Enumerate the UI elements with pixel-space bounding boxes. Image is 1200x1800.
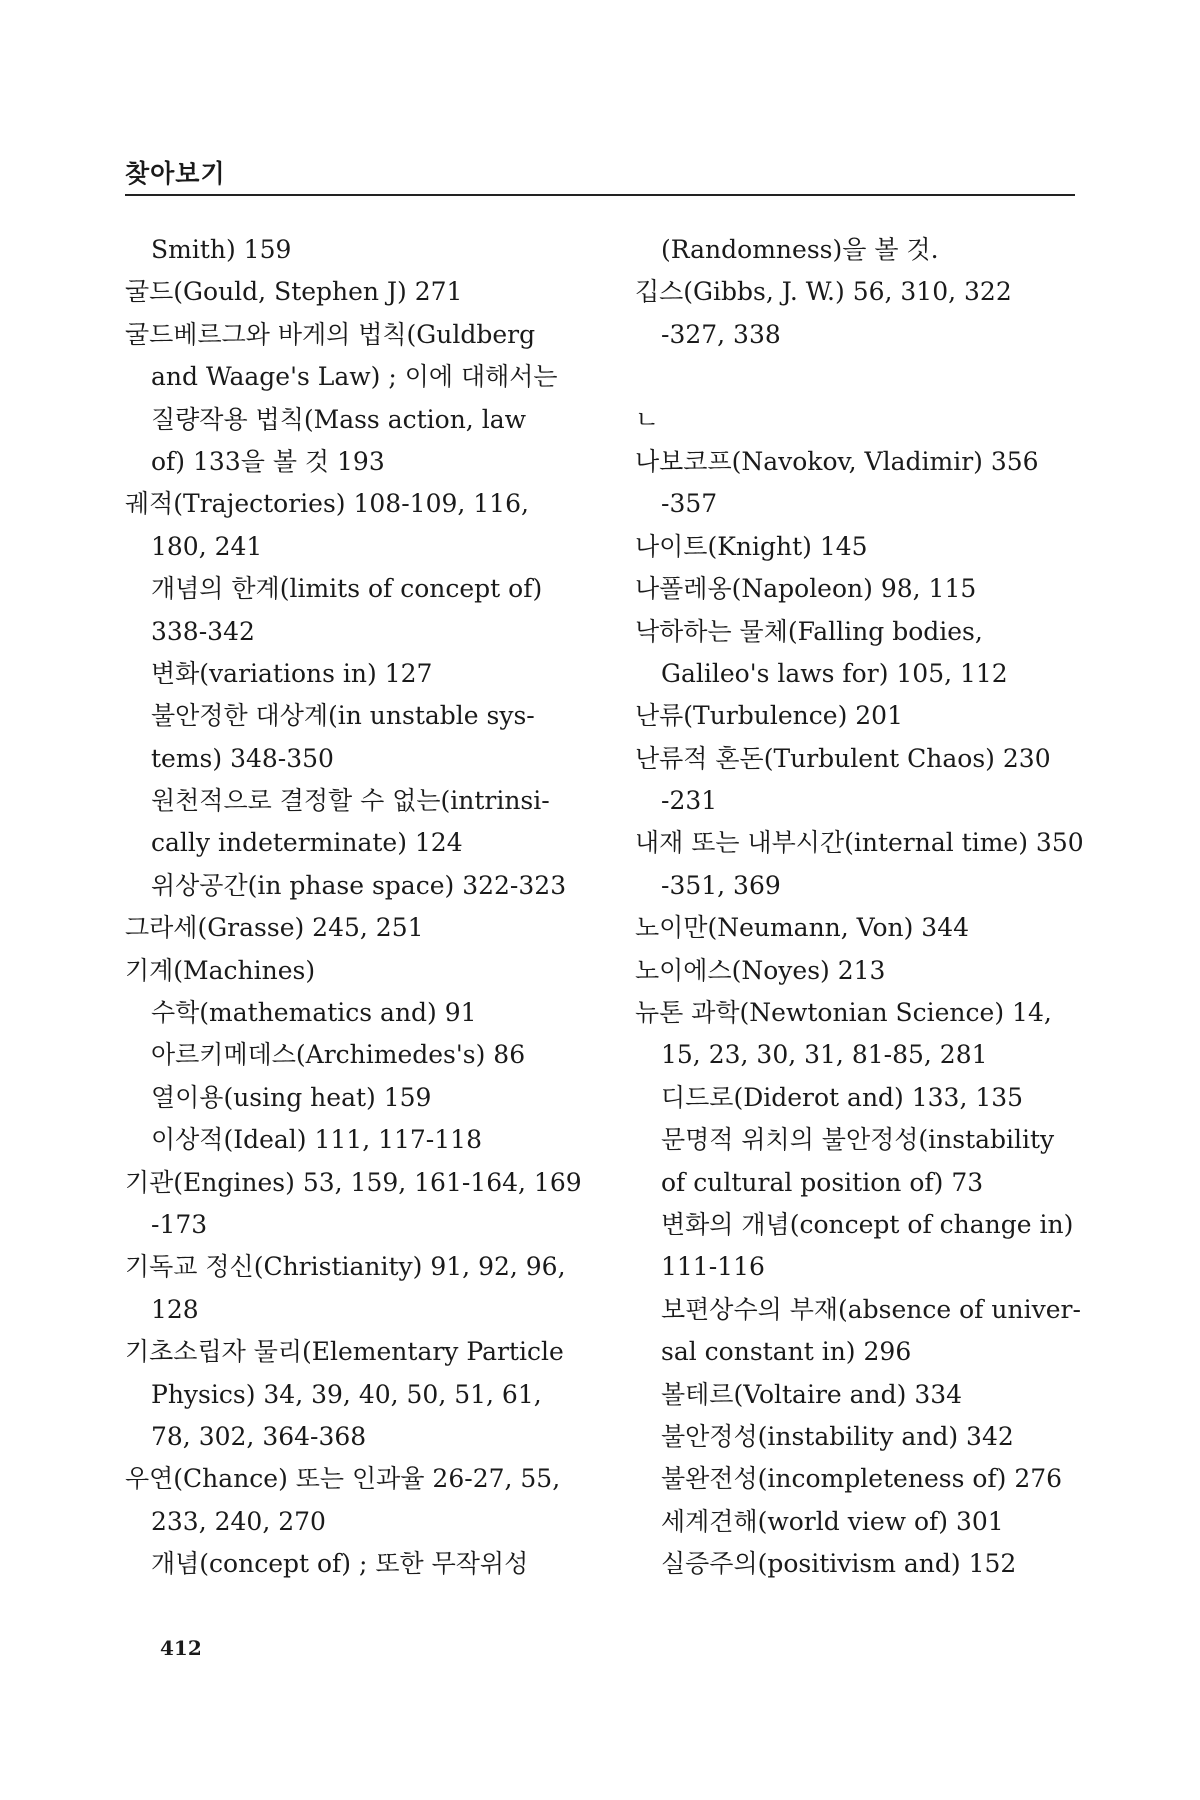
index-entry-line: 굴드(Gould, Stephen J) 271 [125, 277, 463, 307]
index-subentry-line: 불안정성(instability and) 342 [661, 1421, 1014, 1451]
index-subentry-line: 보편상수의 부재(absence of univer- [661, 1294, 1081, 1324]
index-entry-line: 나이트(Knight) 145 [635, 531, 868, 561]
index-subentry-line: 아르키메데스(Archimedes's) 86 [151, 1040, 526, 1070]
index-entry-line: 난류(Turbulence) 201 [635, 701, 903, 731]
index-subentry-line: 원천적으로 결정할 수 없는(intrinsi- [151, 786, 550, 816]
index-subentry-line: (Randomness)을 볼 것. [661, 235, 939, 264]
index-subentry-line: of) 133을 볼 것 193 [151, 446, 385, 476]
index-entry-line: 우연(Chance) 또는 인과율 26-27, 55, [125, 1464, 561, 1494]
index-subentry-line: 질량작용 법칙(Mass action, law [151, 404, 527, 434]
index-subentry-line: -231 [661, 786, 718, 816]
index-subentry-line: of cultural position of) 73 [661, 1167, 984, 1197]
index-subentry-line: 불완전성(incompleteness of) 276 [661, 1464, 1063, 1494]
blank-line [635, 356, 1095, 398]
index-subentry-line: cally indeterminate) 124 [151, 828, 463, 858]
index-subentry-line: 이상적(Ideal) 111, 117-118 [151, 1125, 482, 1155]
running-header [125, 150, 1075, 196]
index-subentry-line: 개념(concept of) ; 또한 무작위성 [151, 1549, 529, 1579]
index-subentry-line: 세계견해(world view of) 301 [661, 1506, 1004, 1536]
index-subentry-line: -357 [661, 489, 718, 519]
index-subentry-line: 열이용(using heat) 159 [151, 1082, 432, 1112]
index-subentry-line: 128 [151, 1294, 199, 1324]
index-subentry-line: 변화의 개념(concept of change in) [661, 1209, 1074, 1239]
index-subentry-line: 볼테르(Voltaire and) 334 [661, 1379, 963, 1409]
index-entry-line: ㄴ [635, 404, 660, 434]
index-entry-line: 궤적(Trajectories) 108-109, 116, [125, 489, 529, 519]
index-entry-line: 기관(Engines) 53, 159, 161-164, 169 [125, 1167, 582, 1197]
index-entry-line: 그라세(Grasse) 245, 251 [125, 913, 424, 943]
header-title: 찾아보기 [125, 159, 226, 188]
index-subentry-line: tems) 348-350 [151, 743, 334, 773]
index-entry-line: 굴드베르그와 바게의 법칙(Guldberg [125, 319, 536, 349]
index-subentry-line: 233, 240, 270 [151, 1506, 326, 1536]
index-subentry-line: Galileo's laws for) 105, 112 [661, 658, 1008, 688]
index-subentry-line: 디드로(Diderot and) 133, 135 [661, 1082, 1024, 1112]
index-subentry-line: 180, 241 [151, 531, 263, 561]
index-subentry-line: 위상공간(in phase space) 322-323 [151, 870, 567, 900]
index-subentry-line: 111-116 [661, 1252, 765, 1282]
index-entry-line: 내재 또는 내부시간(internal time) 350 [635, 828, 1084, 858]
index-subentry-line: sal constant in) 296 [661, 1337, 912, 1367]
index-subentry-line: 개념의 한계(limits of concept of) [151, 574, 543, 604]
index-column-left [125, 229, 595, 1586]
index-entry-line: 나폴레옹(Napoleon) 98, 115 [635, 574, 977, 604]
index-entry-line: 기계(Machines) [125, 955, 316, 985]
index-subentry-line: 수학(mathematics and) 91 [151, 998, 477, 1028]
index-subentry-line: -327, 338 [661, 319, 781, 349]
index-subentry-line: 변화(variations in) 127 [151, 658, 433, 688]
index-subentry-line: Physics) 34, 39, 40, 50, 51, 61, [151, 1379, 542, 1409]
index-subentry-line: -351, 369 [661, 870, 781, 900]
index-entry-line: 낙하하는 물체(Falling bodies, [635, 616, 983, 646]
index-subentry-line: 338-342 [151, 616, 255, 646]
index-subentry-line: and Waage's Law) ; 이에 대해서는 [151, 362, 558, 392]
index-subentry-line: -173 [151, 1209, 208, 1239]
index-subentry-line: 78, 302, 364-368 [151, 1421, 367, 1451]
index-entry-line: 나보코프(Navokov, Vladimir) 356 [635, 446, 1039, 476]
index-subentry-line: 불안정한 대상계(in unstable sys- [151, 701, 535, 731]
index-entry-line: 난류적 혼돈(Turbulent Chaos) 230 [635, 743, 1051, 773]
index-entry-line: 뉴톤 과학(Newtonian Science) 14, [635, 998, 1052, 1028]
index-subentry-line: 15, 23, 30, 31, 81-85, 281 [661, 1040, 988, 1070]
index-column-right [635, 229, 1095, 1586]
index-entry-line: 기초소립자 물리(Elementary Particle [125, 1337, 564, 1367]
index-entry-line: 노이만(Neumann, Von) 344 [635, 913, 970, 943]
index-entry-line: 기독교 정신(Christianity) 91, 92, 96, [125, 1252, 566, 1282]
page-number: 412 [160, 1636, 202, 1660]
index-subentry-line: 실증주의(positivism and) 152 [661, 1549, 1017, 1579]
index-entry-line: 깁스(Gibbs, J. W.) 56, 310, 322 [635, 277, 1012, 307]
index-subentry-line: 문명적 위치의 불안정성(instability [661, 1125, 1055, 1155]
index-entry-line: 노이에스(Noyes) 213 [635, 955, 886, 985]
index-subentry-line: Smith) 159 [151, 235, 292, 264]
